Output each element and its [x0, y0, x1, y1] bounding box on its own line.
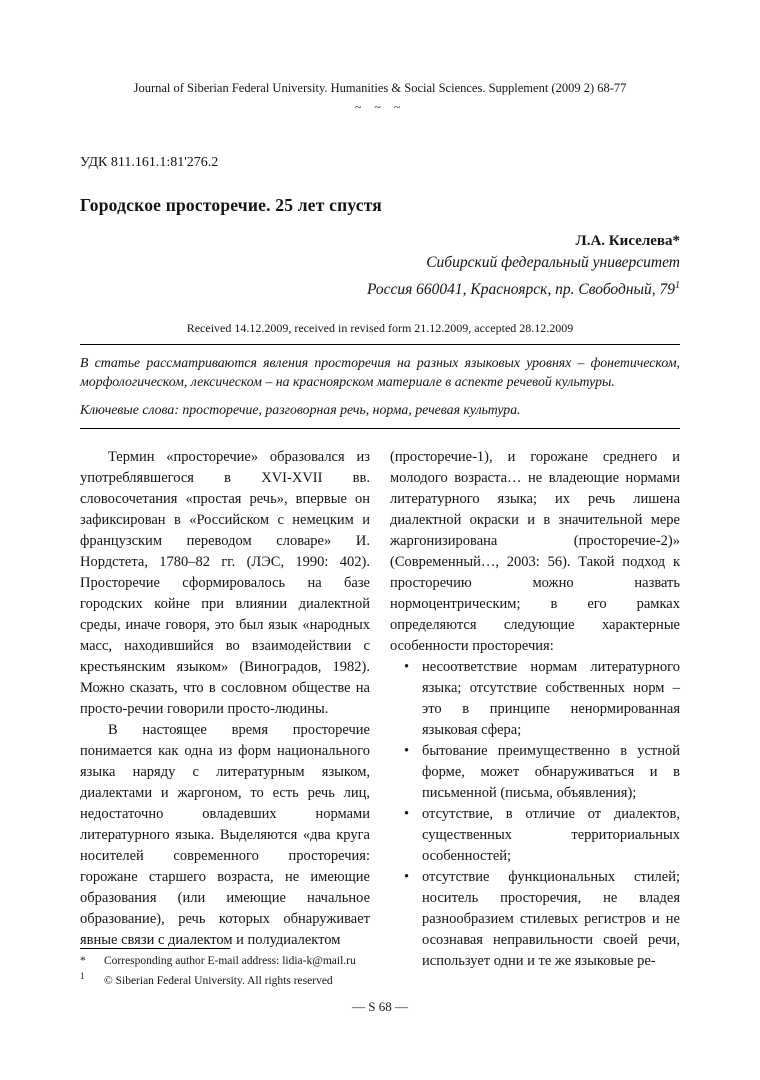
footnote-corresponding-author [80, 954, 680, 969]
author-block [80, 232, 680, 301]
left-column [80, 447, 370, 972]
address-text: Россия 660041, Красноярск, пр. Свободный, 79 [366, 281, 675, 299]
address-footnote-ref: 1 [675, 280, 680, 291]
footnote-text: © Siberian Federal University. All rights reserved [104, 974, 333, 987]
footnote-rule [80, 948, 230, 949]
tilde-separator: ~ ~ ~ [354, 100, 406, 114]
right-column [390, 447, 680, 972]
page-number: — S 68 — [352, 998, 408, 1014]
author-address [80, 274, 680, 301]
body-paragraph: В настоящее время просторечие понимается как одна из форм национального языка наряду с литературным языком, диалектами и жаргоном, то есть речь лиц, недостаточно овладевших нормами литературного языка. Выделяются «два круга носителей современного просторечия: горожане старшего возраста, не имеющие образования (или имеющие начальное образование), речь которых обнаруживает явные связи с диалектом и полудиалектом [80, 722, 370, 949]
page-footer [80, 948, 680, 1015]
bullet-list [390, 657, 680, 972]
footnote-text: Corresponding author E-mail address: lidia-k@mail.ru [104, 955, 356, 967]
footnote-marker: 1 [80, 971, 85, 981]
keywords-line: Ключевые слова: просторечие, разговорная речь, норма, речевая культура. [80, 402, 521, 418]
footnote-marker: * [80, 955, 86, 967]
footnote-copyright [80, 969, 680, 989]
body-paragraph: Термин «просторечие» образовался из употреблявшегося в XVI-XVII вв. словосочетания «простая речь», впервые он зафиксирован в «Российском с немецким и французским переводом словаре» И. Нордстета, 1780–82 гг. (ЛЭС, 1990: 402). Просторечие сформировалось на базе городских койне при влиянии диалектной среды, иначе говоря, это был язык «народных масс, находившийся во взаимодействии с крестьянским языком» (Виноградов, 1982). Можно сказать, что в сословном обществе на просто-речии говорили просто-людины. [80, 449, 370, 718]
body-paragraph: (просторечие-1), и горожане среднего и молодого возраста… не владеющие нормами литературного языка; их речь лишена диалектной окраски и в значительной мере жаргонизирована (просторечие-2)» (Современный…, 2003: 56). Такой подход к просторечию можно назвать нормоцентрическим; в его рамках определяются следующие характерные особенности просторечия: [390, 449, 680, 655]
abstract-rule-top [80, 344, 680, 345]
abstract-text: В статье рассматриваются явления просторечия на разных языковых уровнях – фонетическом, морфологическом, лексическом – на красноярском материале в аспекте речевой культуры. [80, 355, 680, 390]
author-affiliation: Сибирский федеральный университет [426, 254, 680, 271]
bullet-item: • отсутствие функциональных стилей; носитель просторечия, не владея разнообразием стилевых регистров и не осознавая неправильности своей речи, использует одни и те же языковые ре- [390, 867, 680, 972]
body-columns [80, 447, 680, 972]
journal-header: Journal of Siberian Federal University. Humanities & Social Sciences. Supplement (2009 2) 68-77 [133, 81, 627, 95]
article-title: Городское просторечие. 25 лет спустя [80, 195, 382, 215]
author-name: Л.А. Киселева* [575, 233, 680, 249]
udk-code: УДК 811.161.1:81'276.2 [80, 155, 219, 170]
bullet-item: • несоответствие нормам литературного языка; отсутствие собственных норм – это в принципе ненормированная языковая сфера; [390, 657, 680, 741]
bullet-item: • бытование преимущественно в устной форме, может обнаруживаться и в письменной (письма, объявления); [390, 741, 680, 804]
bullet-item: • отсутствие, в отличие от диалектов, существенных территориальных особенностей; [390, 804, 680, 867]
received-line: Received 14.12.2009, received in revised form 21.12.2009, accepted 28.12.2009 [186, 321, 574, 336]
abstract-rule-bottom [80, 428, 680, 429]
